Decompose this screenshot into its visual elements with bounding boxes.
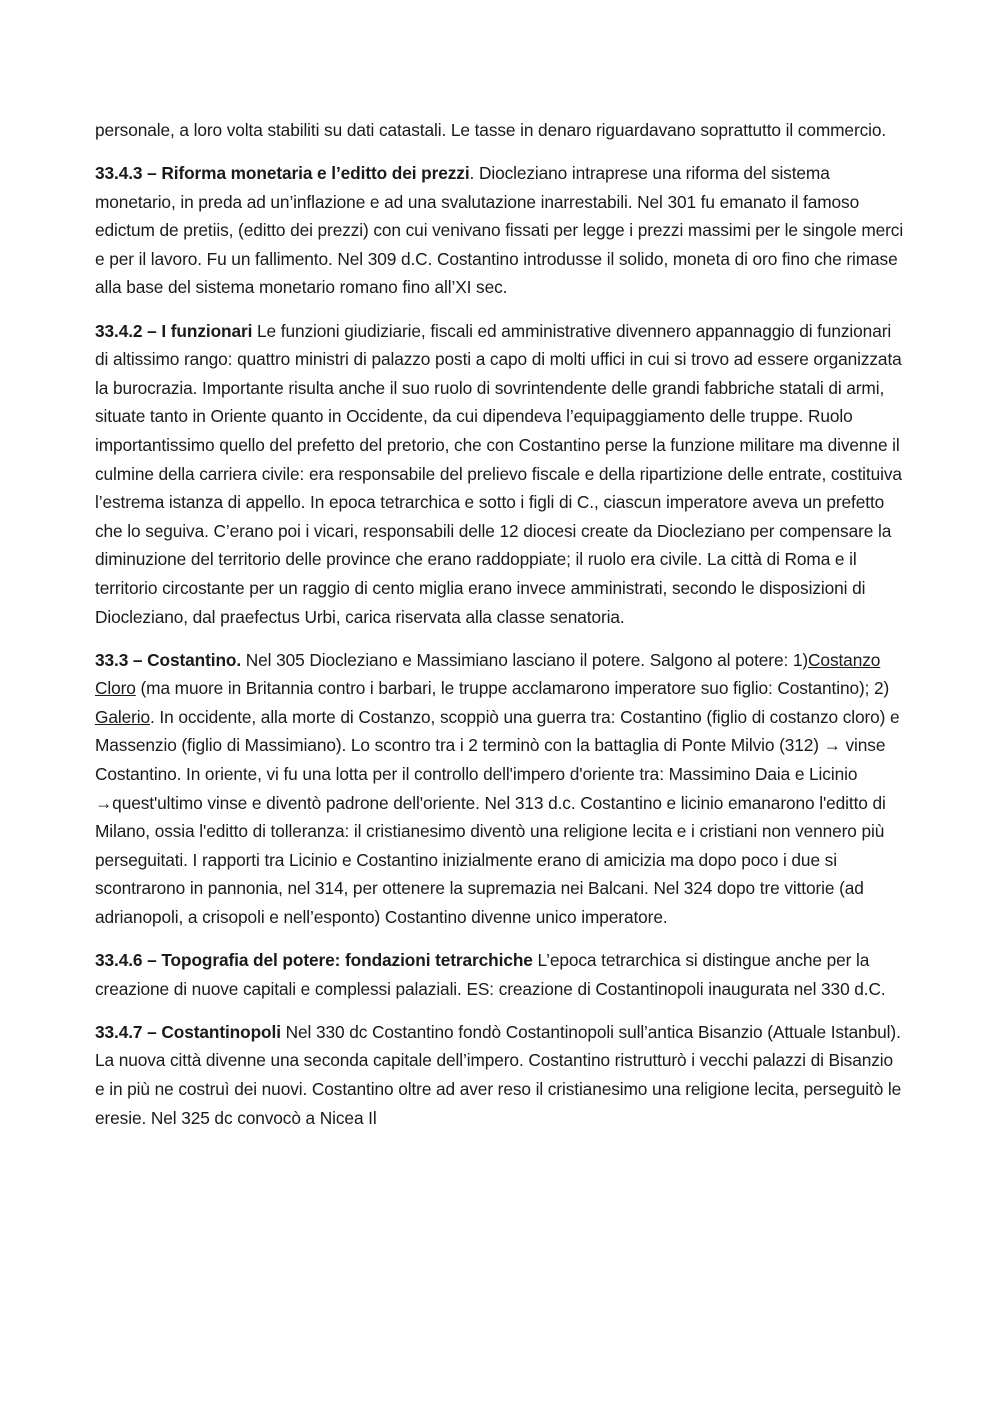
- paragraph-tax-continuation: [95, 116, 907, 145]
- paragraph-body: L’epoca tetrarchica si distingue anche per la creazione di nuove capitali e complessi palaziali. ES: creazione di Costantinopoli inaugurata nel 330 d.C.: [95, 950, 886, 999]
- paragraph-constantinople: [95, 1018, 907, 1132]
- paragraph-text: Nel 305 Diocleziano e Massimiano lasciano il potere. Salgono al potere: 1): [241, 649, 809, 670]
- section-heading-officials: 33.4.2 – I funzionari: [95, 320, 253, 341]
- paragraph-body: . Diocleziano intraprese una riforma del sistema monetario, in preda ad un’inflazione e ad una svalutazione inarrestabili. Nel 301 fu emanato il famoso edictum de pretiis, (editto dei prezzi) con cui venivano fissati per legge i prezzi massimi per le singole merci e per il lavoro. Fu un fallimento. Nel 309 d.C. Costantino introdusse il solido, moneta di oro fino che rimase alla base del sistema monetario romano fino all’XI sec.: [95, 163, 904, 298]
- section-heading-constantinople: 33.4.7 – Costantinopoli: [95, 1021, 281, 1042]
- paragraph-constantine: [95, 646, 907, 932]
- paragraph-text: . In occidente, alla morte di Costanzo, scoppiò una guerra tra: Costantino (figlio di costanzo cloro) e Massenzio (figlio di Massimiano). Lo scontro tra i 2 terminò con la battaglia di Ponte Milvio (312) → vinse Costantino. In oriente, vi fu una lotta per il controllo dell'impero d'oriente tra: Massimino Daia e Licinio →quest'ultimo vinse e diventò padrone dell'oriente. Nel 313 d.c. Costantino e licinio emanarono l'editto di Milano, ossia l'editto di tolleranza: il cristianesimo diventò una religione lecita e i cristiani non vennero più perseguitati. I rapporti tra Licinio e Costantino inizialmente erano di amicizia ma dopo poco i due si scontrarono in pannonia, nel 314, per ottenere la supremazia nei Balcani. Nel 324 dopo tre vittorie (ad adrianopoli, a crisopoli e nell’esponto) Costantino divenne unico imperatore.: [95, 706, 900, 927]
- link-costanzo-cloro[interactable]: Costanzo Cloro: [95, 649, 881, 699]
- paragraph-topography: [95, 946, 907, 1003]
- paragraph-body: personale, a loro volta stabiliti su dati catastali. Le tasse in denaro riguardavano soprattutto il commercio.: [95, 120, 887, 140]
- paragraph-officials: [95, 317, 907, 632]
- section-heading-monetary-reform: 33.4.3 – Riforma monetaria e l’editto dei prezzi: [95, 163, 470, 184]
- section-heading-constantine: 33.3 – Costantino.: [95, 649, 242, 670]
- section-heading-topography: 33.4.6 – Topografia del potere: fondazioni tetrarchiche: [95, 950, 533, 971]
- document-page: [95, 116, 907, 1147]
- link-galerio[interactable]: Galerio: [95, 706, 151, 727]
- paragraph-body: Nel 330 dc Costantino fondò Costantinopoli sull’antica Bisanzio (Attuale Istanbul). La nuova città divenne una seconda capitale dell’impero. Costantino ristrutturò i vecchi palazzi di Bisanzio e in più ne costruì dei nuovi. Costantino oltre ad aver reso il cristianesimo una religione lecita, perseguitò le eresie. Nel 325 dc convocò a Nicea Il: [95, 1021, 902, 1128]
- paragraph-text: (ma muore in Britannia contro i barbari, le truppe acclamarono imperatore suo figlio: Costantino); 2): [135, 678, 890, 699]
- paragraph-body: Le funzioni giudiziarie, fiscali ed amministrative divennero appannaggio di funzionari di altissimo rango: quattro ministri di palazzo posti a capo di molti uffici in cui si trovo ad essere organizzata la burocrazia. Importante risulta anche il suo ruolo di sovrintendente delle grandi fabbriche statali di armi, situate tanto in Oriente quanto in Occidente, da cui dipendeva l’equipaggiamento delle truppe. Ruolo importantissimo quello del prefetto del pretorio, che con Costantino perse la funzione militare ma divenne il culmine della carriera civile: era responsabile del prelievo fiscale e della ripartizione delle entrate, costituiva l’estrema istanza di appello. In epoca tetrarchica e sotto i figli di C., ciascun imperatore aveva un prefetto che lo seguiva. C’erano poi i vicari, responsabili delle 12 diocesi create da Diocleziano per compensare la diminuzione del territorio delle province che erano raddoppiate; il ruolo era civile. La città di Roma e il territorio circostante per un raggio di cento miglia erano invece amministrati, secondo le disposizioni di Diocleziano, dal praefectus Urbi, carica riservata alla classe senatoria.: [95, 320, 902, 627]
- paragraph-monetary-reform: [95, 159, 907, 302]
